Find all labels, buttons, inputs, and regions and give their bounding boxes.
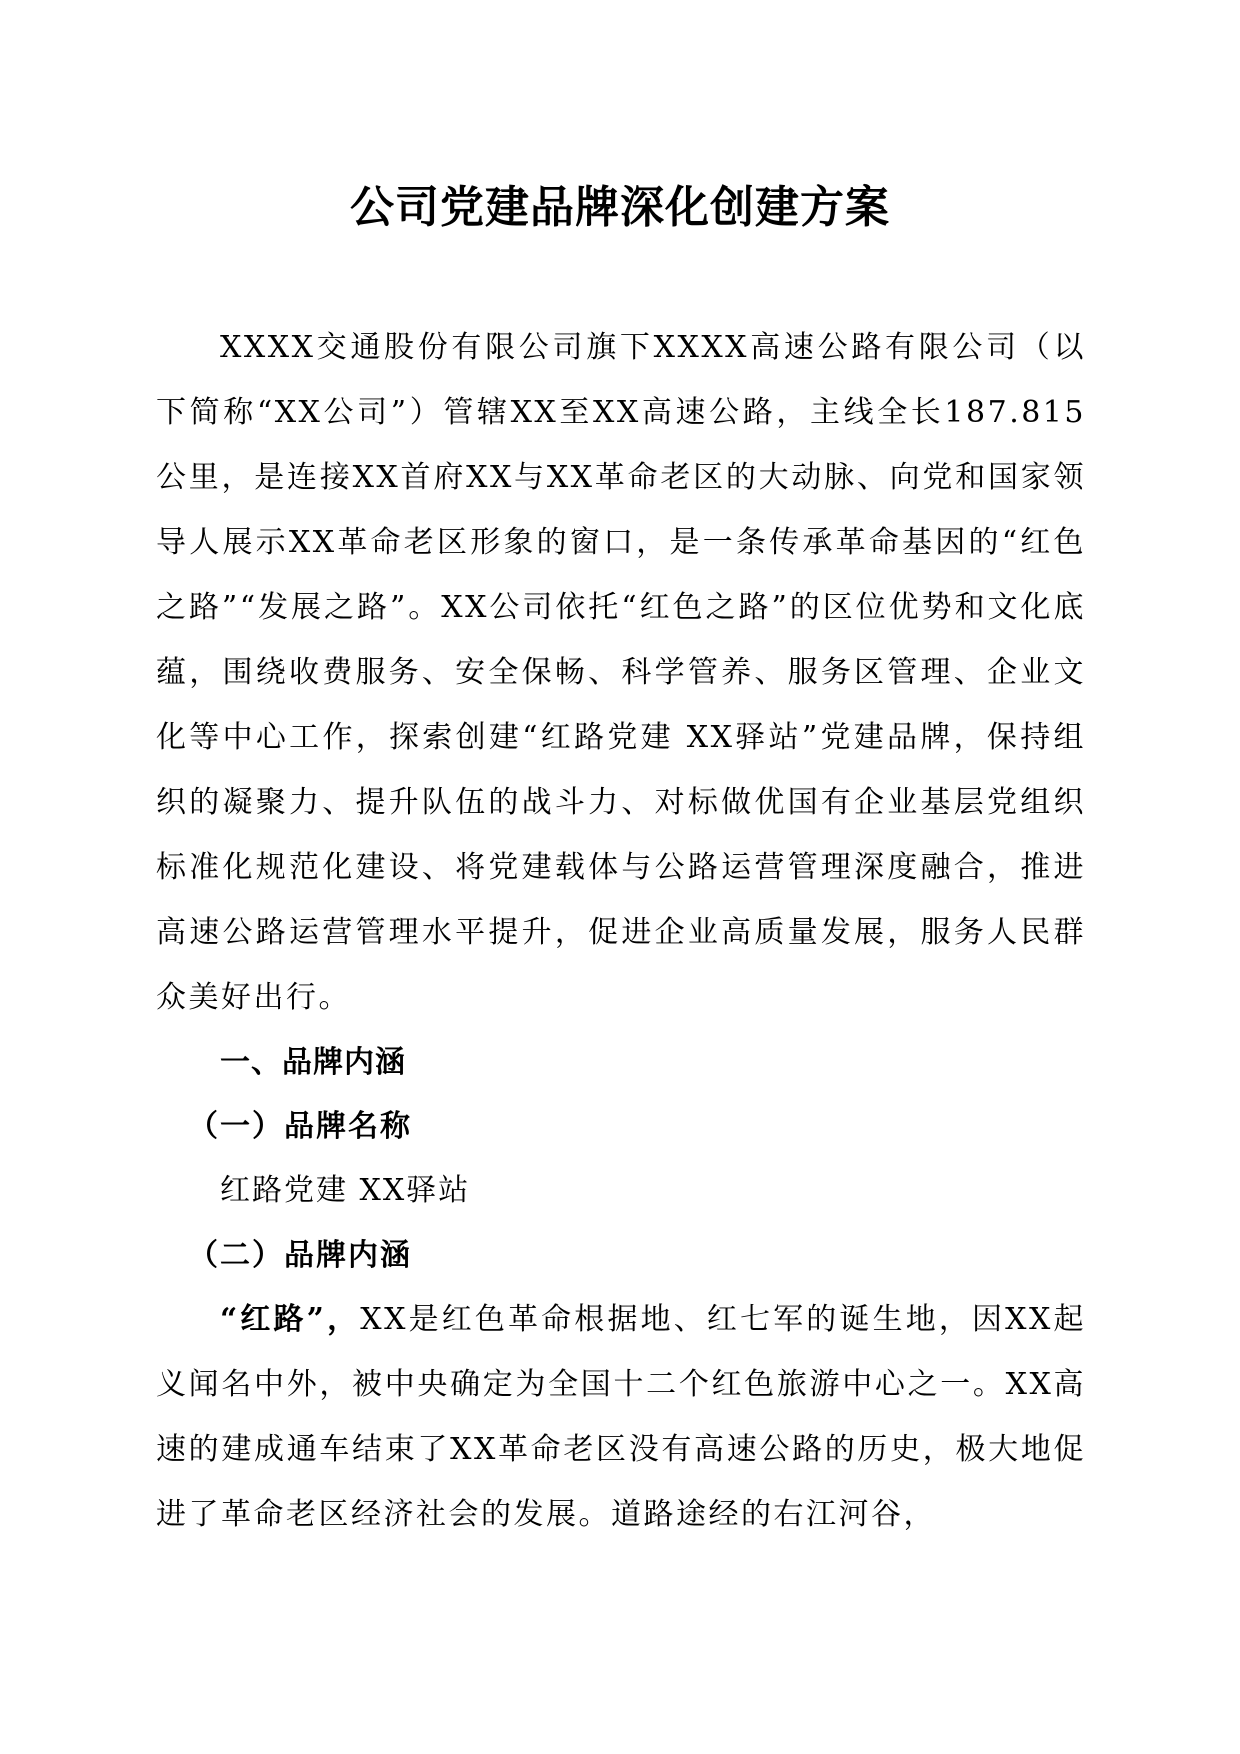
brand-name-text: 红路党建 XX驿站 — [220, 1173, 471, 1208]
honglu-paragraph-text: XX是红色革命根据地、红七军的诞生地，因XX起义闻名中外，被中央确定为全国十二个红色旅游中心之一。XX高速的建成通车结束了XX革命老区没有高速公路的历史，极大地促进了革命老区经济社会的发展。道路途经的右江河谷， — [156, 1302, 1087, 1532]
intro-paragraph: XXXX交通股份有限公司旗下XXXX高速公路有限公司（以下简称“XX公司”）管辖XX至XX高速公路，主线全长187.815公里，是连接XX首府XX与XX革命老区的大动脉、向党和国家领导人展示XX革命老区形象的窗口，是一条传承革命基因的“红色之路”“发展之路”。XX公司依托“红色之路”的区位优势和文化底蕴，围绕收费服务、安全保畅、科学管养、服务区管理、企业文化等中心工作，探索创建“红路党建 XX驿站”党建品牌，保持组织的凝聚力、提升队伍的战斗力、对标做优国有企业基层党组织标准化规范化建设、将党建载体与公路运营管理深度融合，推进高速公路运营管理水平提升，促进企业高质量发展，服务人民群众美好出行。 — [156, 330, 1086, 1015]
subsection-heading-brand-name: （一）品牌名称 — [188, 1109, 412, 1144]
honglu-term: “红路”， — [220, 1302, 361, 1337]
section-heading-brand-connotation: 一、品牌内涵 — [220, 1045, 406, 1080]
subsection-heading-brand-connotation: （二）品牌内涵 — [188, 1238, 412, 1273]
document-title: 公司党建品牌深化创建方案 — [350, 182, 890, 233]
honglu-paragraph — [156, 1287, 1086, 1547]
